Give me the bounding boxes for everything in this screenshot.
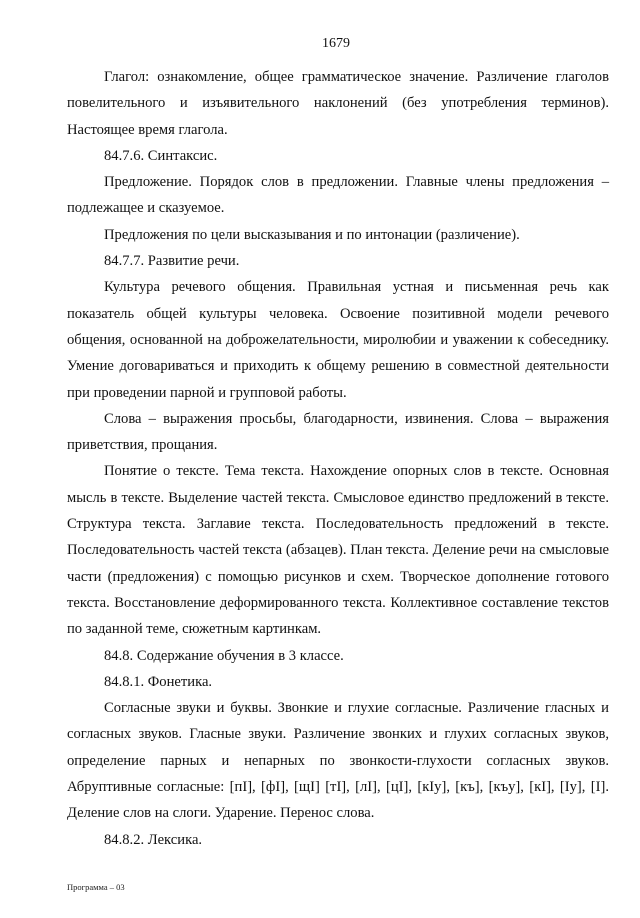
page-number: 1679 <box>322 36 350 51</box>
section-heading-grade-3: 84.8. Содержание обучения в 3 классе. <box>104 647 344 664</box>
section-heading-syntax: 84.7.6. Синтаксис. <box>104 147 218 164</box>
paragraph-consonants: Согласные звуки и буквы. Звонкие и глухие согласные. Различение гласных и согласных звуков. Гласные звуки. Различение звонких и глухих согласных звуков, определение парных и непарных по звонкости-глухости согласных звуков. Абруптивные согласные: [пI], [фI], [щI] [тI], [лI], [цI], [кIу], [къ], [къу], [кI], [Iу], [I]. Деление слов на слоги. Ударение. Перенос слова. <box>67 700 609 822</box>
document-body <box>67 64 609 853</box>
paragraph-sentence-purpose: Предложения по цели высказывания и по интонации (различение). <box>104 226 520 243</box>
section-heading-phonetics: 84.8.1. Фонетика. <box>104 673 213 690</box>
paragraph-speech-culture: Культура речевого общения. Правильная устная и письменная речь как показатель общей культуры человека. Освоение позитивной модели речевого общения, основанной на доброжелательности, миролюбии и уважении к собеседнику. Умение договариваться и приходить к общему решению в совместной деятельности при проведении парной и групповой работы. <box>67 279 609 401</box>
paragraph-text-concept: Понятие о тексте. Тема текста. Нахождение опорных слов в тексте. Основная мысль в тексте. Выделение частей текста. Смысловое единство предложений в тексте. Структура текста. Заглавие текста. Последовательность предложений в тексте. Последовательность частей текста (абзацев). План текста. Деление речи на смысловые части (предложения) с помощью рисунков и схем. Творческое дополнение готового текста. Восстановление деформированного текста. Коллективное составление текстов по заданной теме, сюжетным картинкам. <box>67 463 609 638</box>
footer-program-label: Программа – 03 <box>67 882 125 892</box>
section-heading-lexicon: 84.8.2. Лексика. <box>104 831 203 848</box>
paragraph-sentence: Предложение. Порядок слов в предложении. Главные члены предложения – подлежащее и сказуемое. <box>67 174 609 217</box>
section-heading-speech-development: 84.7.7. Развитие речи. <box>104 253 240 270</box>
paragraph-polite-words: Слова – выражения просьбы, благодарности, извинения. Слова – выражения приветствия, прощания. <box>67 410 609 454</box>
paragraph-verb: Глагол: ознакомление, общее грамматическое значение. Различение глаголов повелительного и изъявительного наклонений (без употребления терминов). Настоящее время глагола. <box>67 69 609 138</box>
